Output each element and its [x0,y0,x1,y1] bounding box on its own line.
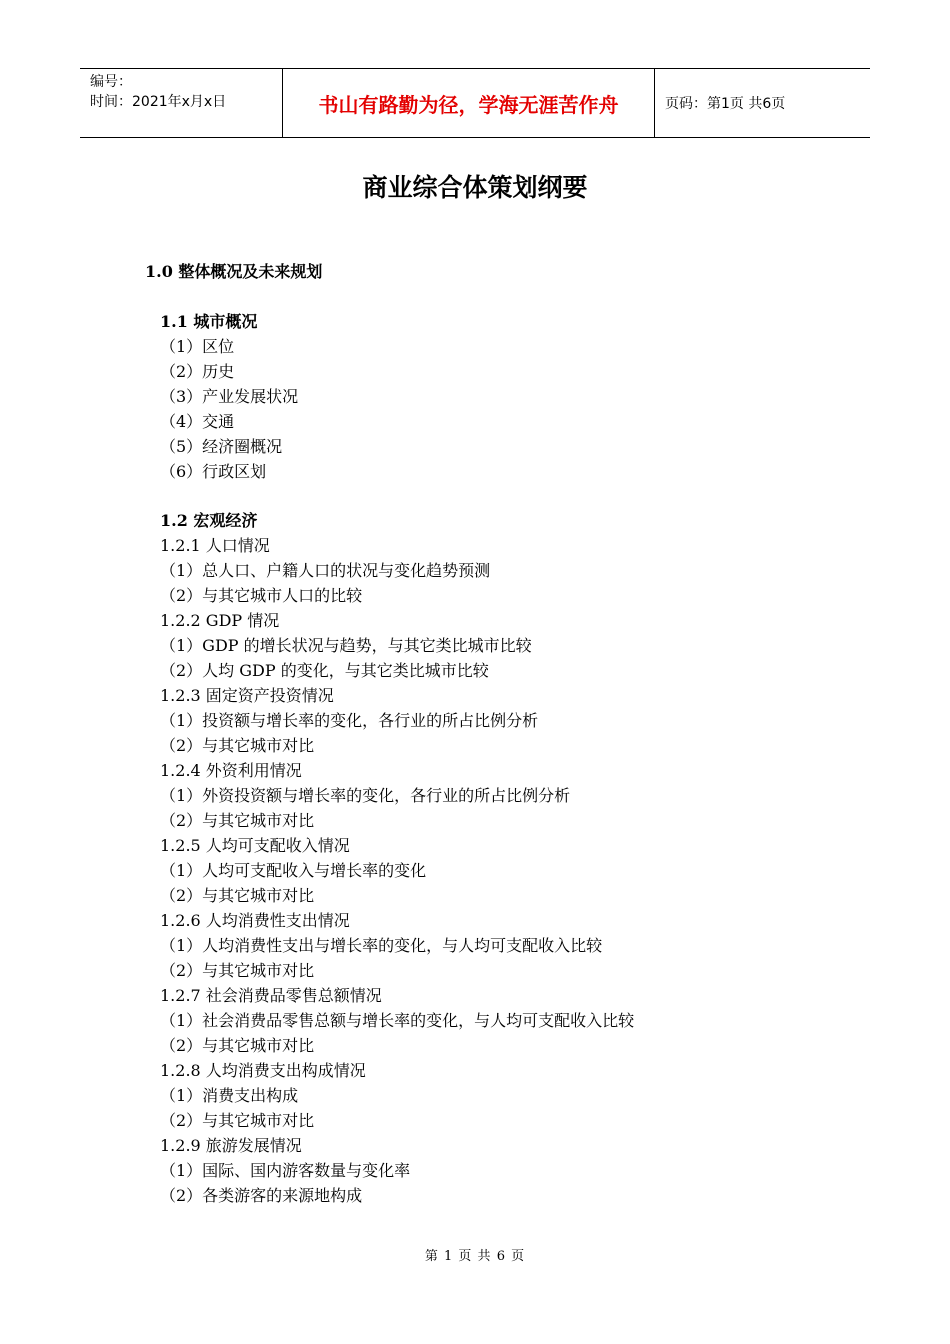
list-item: 1.2.8 人均消费支出构成情况 [160,1061,366,1080]
list-item: （1）人均可支配收入与增长率的变化 [160,861,427,880]
list-item: （4）交通 [160,412,235,431]
list-item: （1）投资额与增长率的变化，各行业的所占比例分析 [160,711,539,730]
list-item: （2）与其它城市对比 [160,886,315,905]
list-item: （1）社会消费品零售总额与增长率的变化，与人均可支配收入比较 [160,1011,635,1030]
list-item: （2）与其它城市人口的比较 [160,586,363,605]
section-1-1 [160,309,298,484]
list-item: 1.2.4 外资利用情况 [160,761,302,780]
list-item: （2）与其它城市对比 [160,736,315,755]
document-number-label: 编号： [90,74,132,90]
document-title: 商业综合体策划纲要 [362,173,588,202]
list-item: 1.2.1 人口情况 [160,536,270,555]
list-item: 1.2.5 人均可支配收入情况 [160,836,350,855]
section-1-2 [160,508,634,1208]
list-item: （5）经济圈概况 [160,437,283,456]
list-item: 1.2.6 人均消费性支出情况 [160,911,350,930]
list-item: （1）国际、国内游客数量与变化率 [160,1161,411,1180]
subsection-heading-1-1: 1.1 城市概况 [160,312,258,331]
list-item: （2）与其它城市对比 [160,961,315,980]
list-item: （1）人均消费性支出与增长率的变化，与人均可支配收入比较 [160,936,603,955]
list-item: （1）消费支出构成 [160,1086,299,1105]
list-item: （2）与其它城市对比 [160,811,315,830]
list-item: 1.2.9 旅游发展情况 [160,1136,302,1155]
header-page-info: 页码：第1页 共6页 [665,96,786,112]
document-time-label: 时间：2021年x月x日 [90,94,227,110]
list-item: 1.2.7 社会消费品零售总额情况 [160,986,382,1005]
subsection-heading-1-2: 1.2 宏观经济 [160,511,258,530]
list-item: （1）外资投资额与增长率的变化，各行业的所占比例分析 [160,786,571,805]
page-header-table [80,68,870,138]
list-item: （2）与其它城市对比 [160,1036,315,1055]
list-item: （2）与其它城市对比 [160,1111,315,1130]
list-item: （1）区位 [160,337,235,356]
section-heading-1-0: 1.0 整体概况及未来规划 [145,262,323,281]
list-item: （1）总人口、户籍人口的状况与变化趋势预测 [160,561,491,580]
list-item: （1）GDP 的增长状况与趋势，与其它类比城市比较 [160,636,532,655]
header-motto: 书山有路勤为径，学海无涯苦作舟 [282,69,655,137]
page-footer: 第 1 页 共 6 页 [424,1249,526,1264]
list-item: （2）历史 [160,362,235,381]
list-item: （2）人均 GDP 的变化，与其它类比城市比较 [160,661,489,680]
list-item: （3）产业发展状况 [160,387,299,406]
header-meta-cell [80,69,282,137]
list-item: 1.2.2 GDP 情况 [160,611,280,630]
list-item: （2）各类游客的来源地构成 [160,1186,363,1205]
list-item: （6）行政区划 [160,462,267,481]
list-item: 1.2.3 固定资产投资情况 [160,686,334,705]
